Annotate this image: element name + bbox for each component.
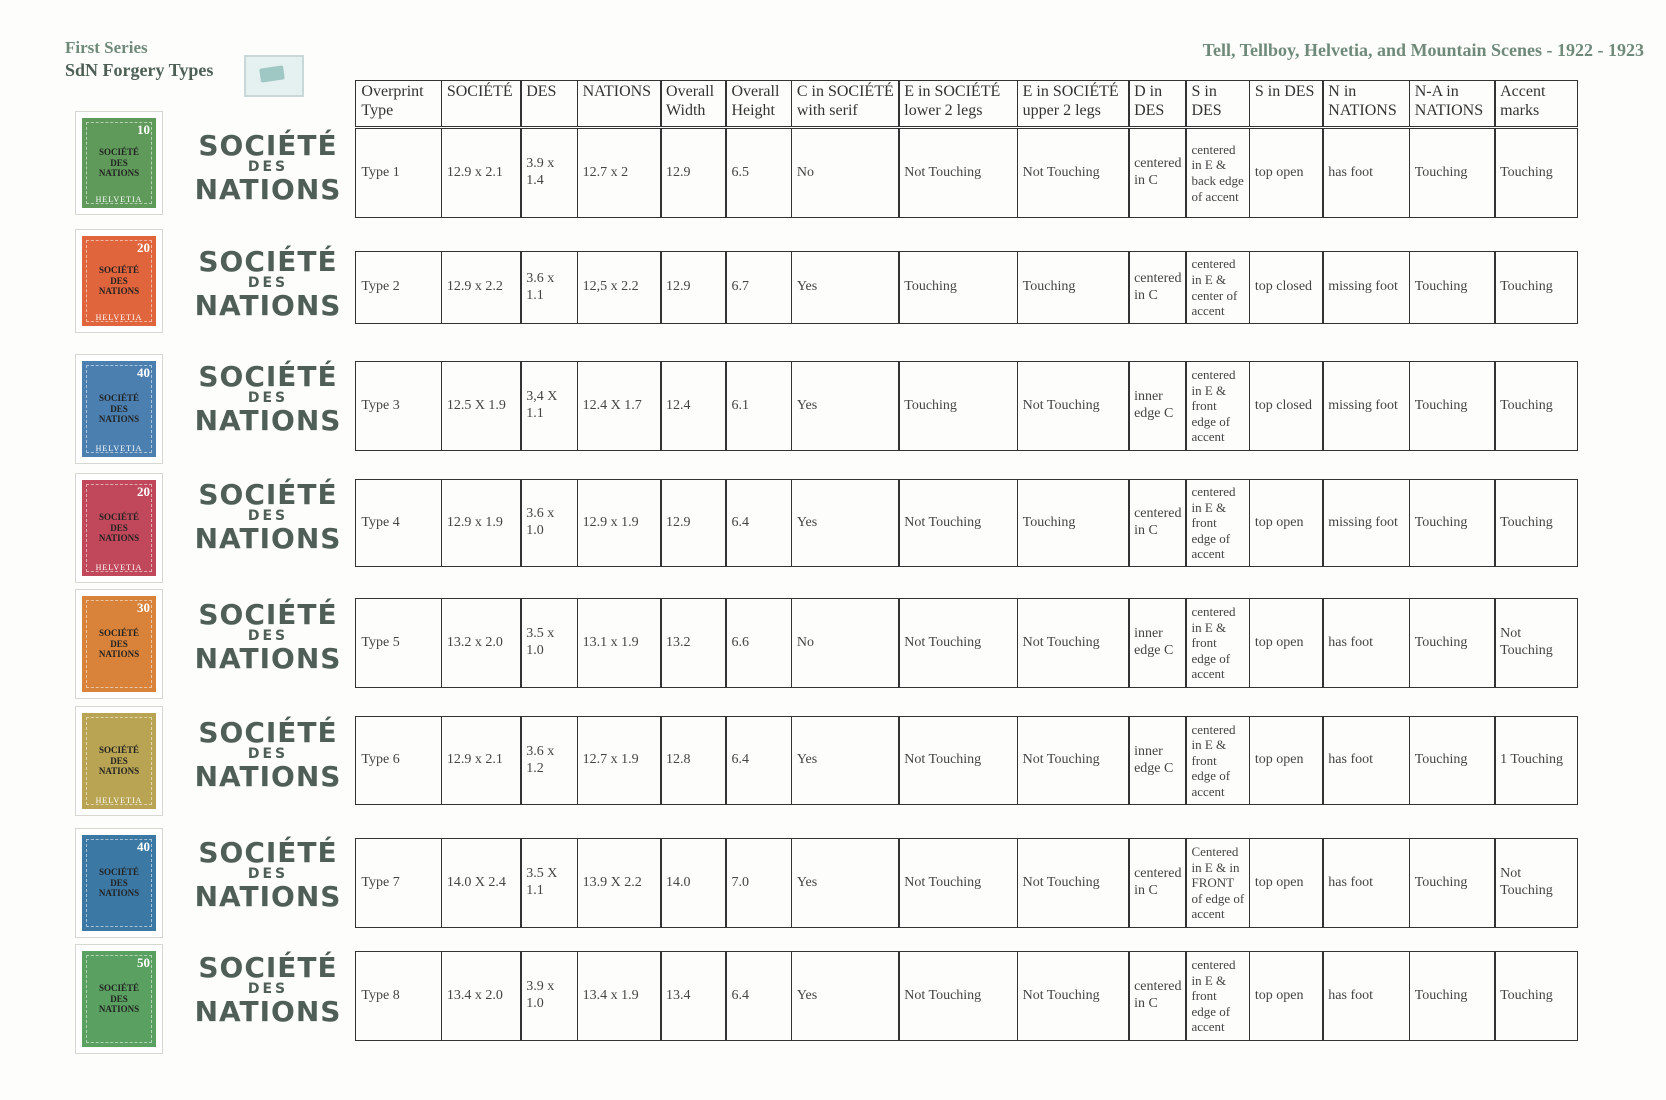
- table-cell: No: [791, 598, 900, 688]
- table-cell: Yes: [791, 479, 900, 567]
- table-cell: 6.6: [725, 598, 792, 688]
- table-cell: 13.1 x 1.9: [577, 598, 662, 688]
- overprint-sample: SOCIÉTÉ DES NATIONS: [194, 836, 342, 914]
- table-cell: 6.5: [725, 128, 792, 218]
- overprint-sample: SOCIÉTÉ DES NATIONS: [194, 951, 342, 1029]
- table-cell: centered in E & front edge of accent: [1185, 598, 1250, 688]
- table-cell: Yes: [791, 951, 900, 1041]
- stamp-image: [76, 707, 162, 815]
- table-cell: centered in E & back edge of accent: [1185, 128, 1250, 218]
- stamp-image: [76, 112, 162, 214]
- stamp-overprint: SOCIÉTÉ DES NATIONS: [98, 265, 140, 297]
- table-cell: 3.9 x 1.4: [520, 128, 578, 218]
- table-row: [357, 598, 1578, 688]
- table-cell: Touching: [1409, 951, 1496, 1041]
- stamp-country: HELVETIA: [95, 195, 143, 204]
- table-cell: 6.1: [725, 361, 792, 451]
- table-cell: Touching: [1017, 479, 1130, 567]
- table-cell: Not Touching: [1017, 716, 1130, 805]
- table-cell: has foot: [1322, 716, 1410, 805]
- column-header: E in SOCIÉTÉ lower 2 legs: [898, 80, 1018, 127]
- table-cell: Type 1: [355, 128, 442, 218]
- table-cell: 12.4 X 1.7: [577, 361, 662, 451]
- table-cell: has foot: [1322, 598, 1410, 688]
- table-cell: has foot: [1322, 128, 1410, 218]
- table-cell: centered in E & front edge of accent: [1185, 951, 1250, 1041]
- table-cell: 12.7 x 2: [577, 128, 662, 218]
- table-cell: has foot: [1322, 838, 1410, 928]
- table-cell: Touching: [1409, 479, 1496, 567]
- table-cell: Touching: [1409, 128, 1496, 218]
- table-cell: Not Touching: [898, 128, 1018, 218]
- table-cell: Touching: [1409, 361, 1496, 451]
- table-row: [357, 479, 1578, 567]
- table-cell: 12.9 x 1.9: [441, 479, 522, 567]
- table-cell: Touching: [1409, 251, 1496, 324]
- table-cell: Not Touching: [1017, 838, 1130, 928]
- table-cell: top open: [1249, 479, 1324, 567]
- stamp-denomination: 20: [137, 484, 150, 499]
- stamp-thumbnail-icon: [244, 55, 304, 97]
- table-cell: has foot: [1322, 951, 1410, 1041]
- stamp-country: HELVETIA: [95, 313, 143, 322]
- table-cell: 3.6 x 1.0: [520, 479, 578, 567]
- stamp-image: [76, 945, 162, 1053]
- stamp-denomination: 40: [137, 839, 150, 854]
- table-row: [357, 951, 1578, 1041]
- stamp-overprint: SOCIÉTÉ DES NATIONS: [98, 393, 140, 425]
- table-cell: 3.5 x 1.0: [520, 598, 578, 688]
- column-header: Overall Width: [660, 80, 727, 127]
- table-cell: top open: [1249, 838, 1324, 928]
- table-cell: inner edge C: [1128, 716, 1187, 805]
- table-cell: Not Touching: [898, 716, 1018, 805]
- table-cell: Type 2: [355, 251, 442, 324]
- table-cell: missing foot: [1322, 251, 1410, 324]
- table-cell: centered in C: [1128, 251, 1187, 324]
- table-cell: Type 5: [355, 598, 442, 688]
- table-cell: Type 6: [355, 716, 442, 805]
- stamp-image: [76, 230, 162, 332]
- table-row: [357, 361, 1578, 451]
- table-cell: Touching: [1409, 838, 1496, 928]
- table-cell: Yes: [791, 838, 900, 928]
- table-row: [357, 251, 1578, 324]
- table-cell: 3.6 x 1.1: [520, 251, 578, 324]
- table-cell: top closed: [1249, 361, 1324, 451]
- table-cell: centered in E & front edge of accent: [1185, 716, 1250, 805]
- table-cell: Not Touching: [1494, 838, 1578, 928]
- table-cell: centered in C: [1128, 838, 1187, 928]
- table-row: [357, 716, 1578, 805]
- table-cell: Touching: [1494, 361, 1578, 451]
- overprint-sample: SOCIÉTÉ DES NATIONS: [194, 129, 342, 207]
- stamp-denomination: 30: [137, 600, 150, 615]
- table-cell: Touching: [1409, 716, 1496, 805]
- overprint-sample: SOCIÉTÉ DES NATIONS: [194, 360, 342, 438]
- table-cell: Type 8: [355, 951, 442, 1041]
- table-cell: centered in C: [1128, 479, 1187, 567]
- stamp-image: [76, 829, 162, 937]
- column-header: N-A in NATIONS: [1409, 80, 1496, 127]
- table-cell: Type 4: [355, 479, 442, 567]
- table-row: [357, 838, 1578, 928]
- table-cell: 13.2: [660, 598, 727, 688]
- table-cell: 13.2 x 2.0: [441, 598, 522, 688]
- table-cell: Not Touching: [898, 479, 1018, 567]
- table-cell: centered in E & front edge of accent: [1185, 361, 1250, 451]
- column-header: S in DES: [1185, 80, 1250, 127]
- table-cell: Not Touching: [1017, 598, 1130, 688]
- table-cell: Not Touching: [1017, 128, 1130, 218]
- table-cell: centered in E & front edge of accent: [1185, 479, 1250, 567]
- table-cell: 13.4: [660, 951, 727, 1041]
- table-cell: top closed: [1249, 251, 1324, 324]
- table-cell: missing foot: [1322, 361, 1410, 451]
- table-cell: Not Touching: [898, 598, 1018, 688]
- stamp-country: HELVETIA: [95, 444, 143, 453]
- column-header: NATIONS: [577, 80, 662, 127]
- table-cell: Touching: [1494, 251, 1578, 324]
- table-cell: Not Touching: [898, 838, 1018, 928]
- table-cell: top open: [1249, 951, 1324, 1041]
- table-cell: Touching: [1494, 128, 1578, 218]
- table-cell: Type 3: [355, 361, 442, 451]
- table-cell: 12.8: [660, 716, 727, 805]
- table-cell: 3,4 X 1.1: [520, 361, 578, 451]
- table-cell: Touching: [1494, 479, 1578, 567]
- table-cell: 14.0 X 2.4: [441, 838, 522, 928]
- table-cell: 12.9 x 2.1: [441, 128, 522, 218]
- stamp-denomination: 20: [137, 240, 150, 255]
- column-header: SOCIÉTÉ: [441, 80, 522, 127]
- table-cell: Yes: [791, 716, 900, 805]
- table-cell: 13.4 x 1.9: [577, 951, 662, 1041]
- overprint-sample: SOCIÉTÉ DES NATIONS: [194, 245, 342, 323]
- stamp-denomination: 40: [137, 365, 150, 380]
- stamp-image: [76, 590, 162, 698]
- table-cell: centered in C: [1128, 951, 1187, 1041]
- stamp-country: HELVETIA: [95, 563, 143, 572]
- stamp-overprint: SOCIÉTÉ DES NATIONS: [98, 628, 140, 660]
- table-cell: 13.9 X 2.2: [577, 838, 662, 928]
- table-cell: Yes: [791, 361, 900, 451]
- stamp-image: [76, 474, 162, 582]
- series-label: First Series: [65, 38, 148, 57]
- table-cell: centered in E & center of accent: [1185, 251, 1250, 324]
- column-header: S in DES: [1249, 80, 1324, 127]
- table-cell: 3.5 X 1.1: [520, 838, 578, 928]
- table-cell: Touching: [1017, 251, 1130, 324]
- table-cell: 12.9: [660, 251, 727, 324]
- table-cell: 3.9 x 1.0: [520, 951, 578, 1041]
- table-cell: 12,5 x 2.2: [577, 251, 662, 324]
- table-cell: inner edge C: [1128, 598, 1187, 688]
- table-cell: 12.5 X 1.9: [441, 361, 522, 451]
- column-header: E in SOCIÉTÉ upper 2 legs: [1017, 80, 1130, 127]
- stamp-overprint: SOCIÉTÉ DES NATIONS: [98, 147, 140, 179]
- table-cell: 1 Touching: [1494, 716, 1578, 805]
- stamp-overprint: SOCIÉTÉ DES NATIONS: [98, 867, 140, 899]
- stamp-overprint: SOCIÉTÉ DES NATIONS: [98, 512, 140, 544]
- overprint-sample: SOCIÉTÉ DES NATIONS: [194, 478, 342, 556]
- table-cell: Touching: [898, 361, 1018, 451]
- table-cell: 12.9 x 2.2: [441, 251, 522, 324]
- table-cell: 7.0: [725, 838, 792, 928]
- table-cell: Type 7: [355, 838, 442, 928]
- table-cell: 14.0: [660, 838, 727, 928]
- table-cell: top open: [1249, 128, 1324, 218]
- table-cell: Touching: [898, 251, 1018, 324]
- header-left: [65, 38, 213, 82]
- overprint-sample: SOCIÉTÉ DES NATIONS: [194, 716, 342, 794]
- table-cell: 6.4: [725, 479, 792, 567]
- table-row: [357, 128, 1578, 218]
- column-header: Accent marks: [1494, 80, 1578, 127]
- stamp-denomination: 10: [137, 122, 150, 137]
- table-cell: 3.6 x 1.2: [520, 716, 578, 805]
- table-cell: 12.9 x 2.1: [441, 716, 522, 805]
- table-cell: Not Touching: [898, 951, 1018, 1041]
- table-cell: centered in C: [1128, 128, 1187, 218]
- stamp-overprint: SOCIÉTÉ DES NATIONS: [98, 745, 140, 777]
- page-title: Tell, Tellboy, Helvetia, and Mountain Scenes - 1922 - 1923: [1202, 40, 1644, 60]
- table-cell: Touching: [1494, 951, 1578, 1041]
- table-cell: top open: [1249, 598, 1324, 688]
- table-cell: Not Touching: [1494, 598, 1578, 688]
- table-cell: top open: [1249, 716, 1324, 805]
- table-cell: Centered in E & in FRONT of edge of accent: [1185, 838, 1250, 928]
- page-subtitle: SdN Forgery Types: [65, 60, 214, 81]
- column-header: C in SOCIÉTÉ with serif: [791, 80, 900, 127]
- table-cell: 12.4: [660, 361, 727, 451]
- stamp-overprint: SOCIÉTÉ DES NATIONS: [98, 983, 140, 1015]
- table-cell: 12.7 x 1.9: [577, 716, 662, 805]
- table-header: [357, 80, 1578, 127]
- column-header: Overall Height: [725, 80, 792, 127]
- table-cell: Yes: [791, 251, 900, 324]
- table-cell: 6.4: [725, 951, 792, 1041]
- stamp-denomination: 50: [137, 955, 150, 970]
- table-cell: 12.9 x 1.9: [577, 479, 662, 567]
- table-cell: 6.7: [725, 251, 792, 324]
- overprint-sample: SOCIÉTÉ DES NATIONS: [194, 598, 342, 676]
- stamp-country: HELVETIA: [95, 796, 143, 805]
- table-cell: Touching: [1409, 598, 1496, 688]
- column-header: DES: [520, 80, 578, 127]
- table-cell: missing foot: [1322, 479, 1410, 567]
- table-cell: 12.9: [660, 479, 727, 567]
- table-cell: Not Touching: [1017, 361, 1130, 451]
- table-cell: 13.4 x 2.0: [441, 951, 522, 1041]
- table-cell: No: [791, 128, 900, 218]
- column-header: N in NATIONS: [1322, 80, 1410, 127]
- table-cell: inner edge C: [1128, 361, 1187, 451]
- stamp-image: [76, 355, 162, 463]
- table-cell: 12.9: [660, 128, 727, 218]
- column-header: Overprint Type: [355, 80, 442, 127]
- column-header: D in DES: [1128, 80, 1187, 127]
- table-cell: 6.4: [725, 716, 792, 805]
- table-cell: Not Touching: [1017, 951, 1130, 1041]
